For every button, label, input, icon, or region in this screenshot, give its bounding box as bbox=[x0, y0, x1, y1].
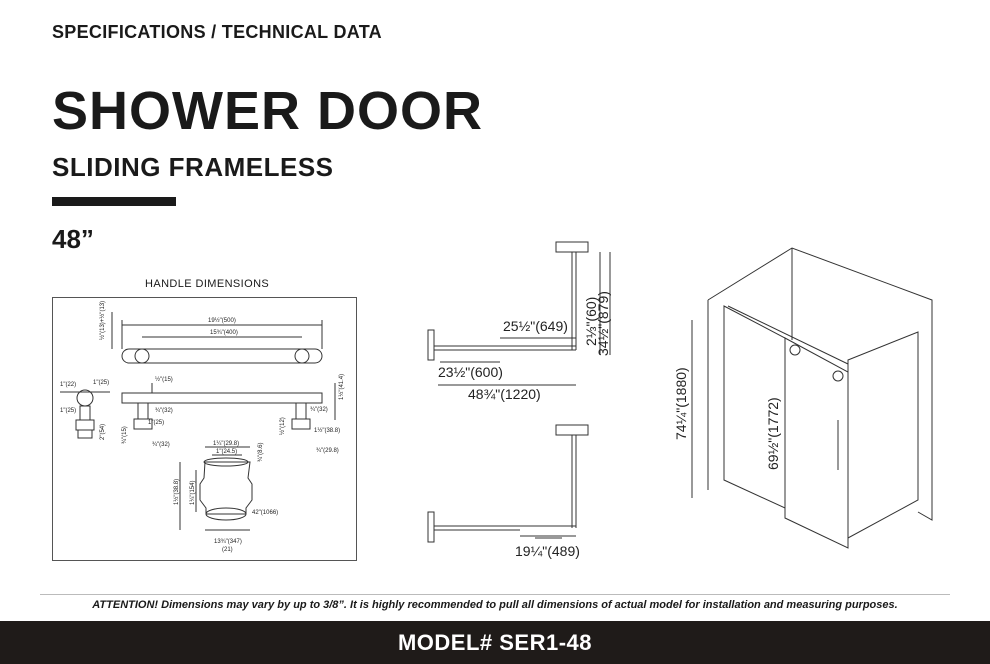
handle-caption: HANDLE DIMENSIONS bbox=[145, 278, 270, 290]
document-title: SHOWER DOOR bbox=[52, 81, 484, 141]
dim-g: ¾"(32) bbox=[152, 442, 170, 448]
dim-opening: 19¼"(489) bbox=[515, 543, 580, 559]
dim-c: 1"(25) bbox=[60, 408, 77, 414]
dim-r: 1½"(38.8) bbox=[174, 478, 180, 505]
attention-note: ATTENTION! Dimensions may vary by up to 3/8”. It is highly recommended to pull all dimensions of actual model for installation and measuring purposes. bbox=[92, 599, 898, 611]
elevation-view bbox=[692, 248, 932, 548]
plan-bottom-labels bbox=[515, 543, 580, 559]
handle-knob-detail bbox=[200, 462, 252, 514]
document-kicker: SPECIFICATIONS / TECHNICAL DATA bbox=[52, 22, 382, 42]
dim-depth: 34½"(879) bbox=[595, 291, 611, 356]
dim-overall-width: 48¾"(1220) bbox=[468, 386, 541, 402]
dim-left-width: 23½"(600) bbox=[438, 364, 503, 380]
dim-door-height: 69½"(1772) bbox=[765, 397, 781, 470]
dim-h: 2"(54) bbox=[100, 423, 106, 440]
sliding-door bbox=[785, 338, 848, 548]
handle-post-left bbox=[135, 349, 149, 363]
dim-b: 1"(25) bbox=[93, 380, 110, 386]
dim-n: 1½"(41.4) bbox=[339, 373, 345, 400]
footer-divider bbox=[40, 594, 950, 595]
dim-left-vertical: ½"(13)+½"(13) bbox=[100, 300, 106, 340]
dim-m: ½"(12) bbox=[280, 417, 286, 435]
dim-s: 1¼"(154) bbox=[190, 480, 196, 505]
elevation-labels bbox=[673, 367, 781, 470]
product-size: 48” bbox=[52, 224, 94, 254]
handle-dimension-labels bbox=[60, 301, 345, 553]
dim-depth-small: 2⅓"(60) bbox=[583, 296, 599, 346]
dim-overall-height: 74¼"(1880) bbox=[673, 367, 689, 440]
dim-f: ¾"(32) bbox=[310, 407, 328, 413]
dim-o: 1¼"(29.8) bbox=[213, 441, 240, 447]
dim-t: 42"(1066) bbox=[252, 510, 279, 516]
model-number-bar: MODEL# SER1-48 bbox=[0, 621, 990, 664]
plan-view-bottom bbox=[428, 425, 588, 542]
handle-post-right bbox=[295, 349, 309, 363]
handle-bar-side-view bbox=[122, 393, 322, 403]
dim-inner-width: 25½"(649) bbox=[503, 318, 568, 334]
document-subtitle: SLIDING FRAMELESS bbox=[52, 152, 334, 182]
handle-diagram bbox=[60, 312, 335, 530]
dim-overall-length: 19½"(500) bbox=[208, 318, 236, 324]
dim-i: ¾"(15) bbox=[122, 426, 128, 444]
dim-q: ¾"(8.6) bbox=[258, 442, 264, 462]
dim-k: 1½"(38.8) bbox=[314, 428, 341, 434]
handle-bar-top-view bbox=[122, 349, 322, 363]
dim-top-small: ½"(15) bbox=[155, 377, 173, 383]
dim-j: 1"(25) bbox=[148, 420, 165, 426]
dim-center-length: 15¾"(400) bbox=[210, 330, 238, 336]
return-panel bbox=[848, 332, 918, 538]
dim-u: 13¾"(347) bbox=[214, 539, 242, 545]
dim-e: ¾"(32) bbox=[155, 408, 173, 414]
dim-a: 1"(22) bbox=[60, 382, 77, 388]
dim-l: ¾"(29.8) bbox=[316, 448, 339, 454]
dim-p: 1"(24.5) bbox=[216, 449, 238, 455]
dim-v: (21) bbox=[222, 547, 233, 553]
